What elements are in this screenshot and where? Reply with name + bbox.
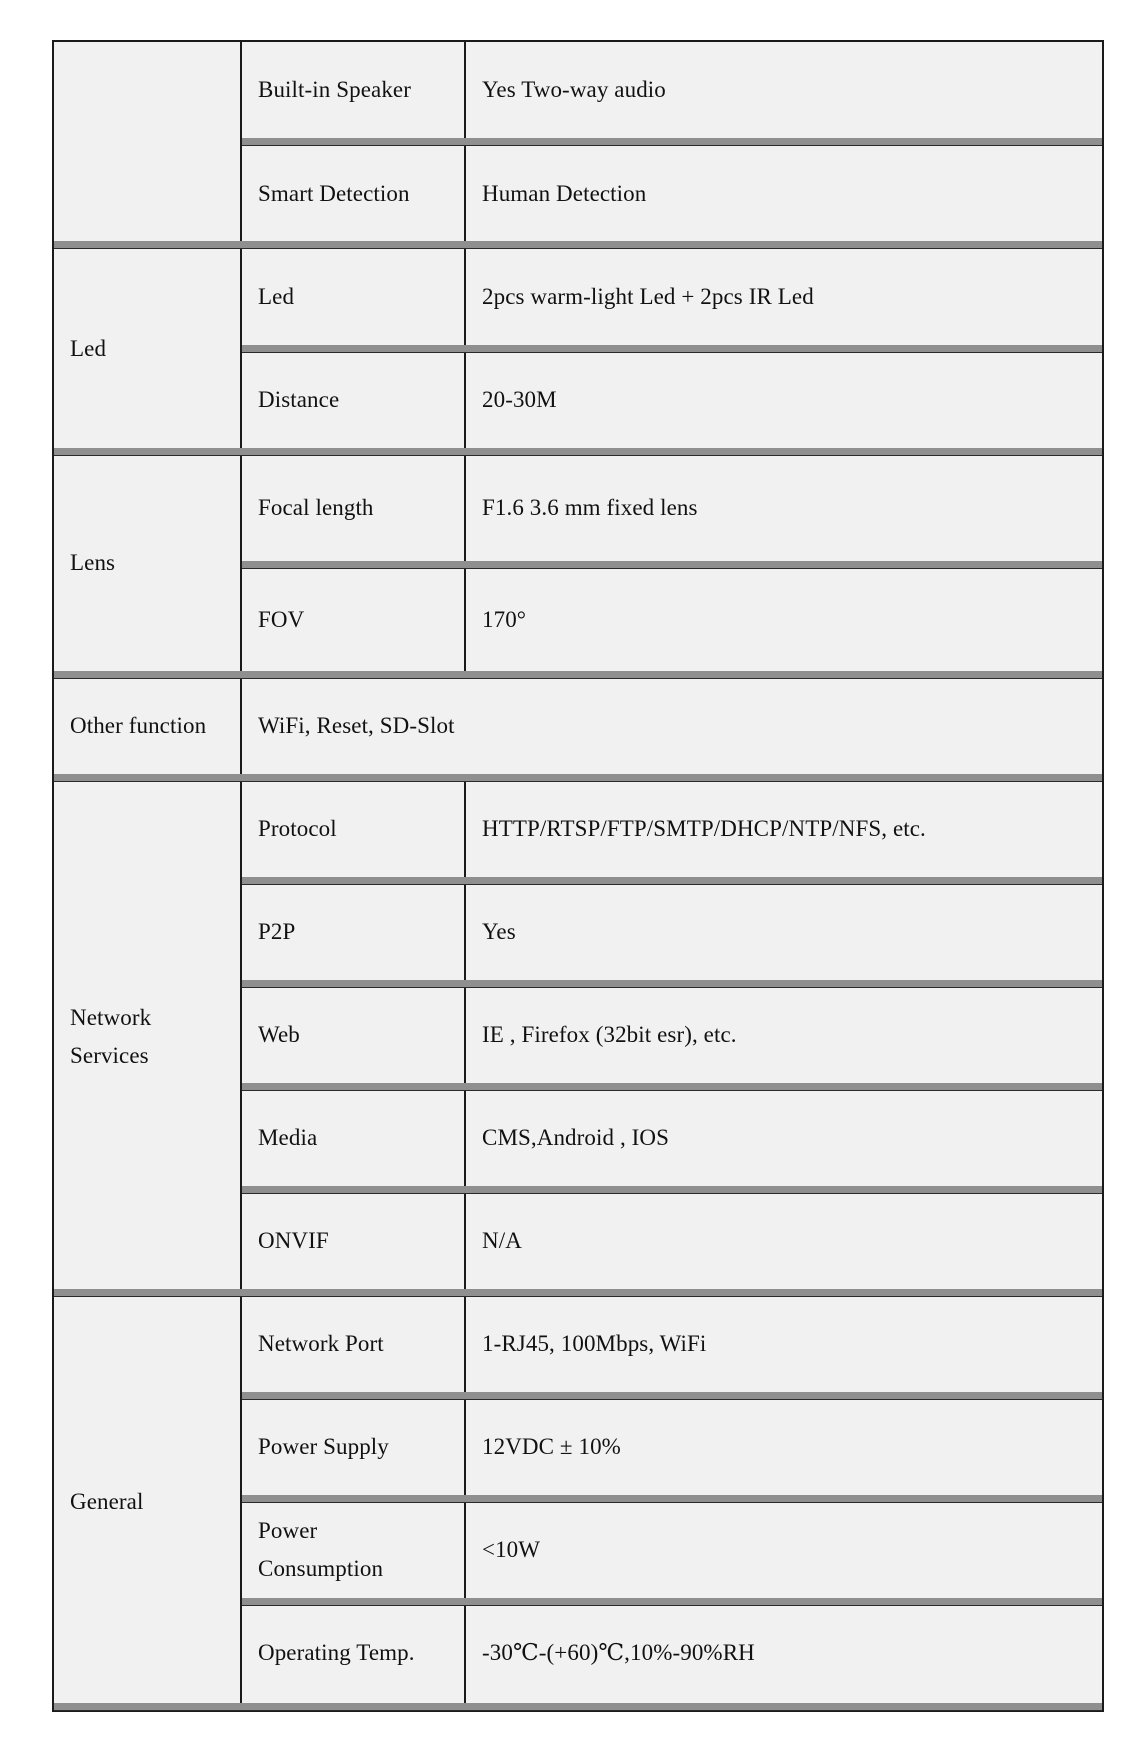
row-value-focal-length: F1.6 3.6 mm fixed lens — [482, 495, 698, 520]
row-separator — [242, 561, 1102, 568]
row-separator — [242, 345, 1102, 352]
row-value-smart-detection: Human Detection — [482, 181, 647, 206]
row-name-focal-length: Focal length — [258, 495, 374, 520]
row-value-operating-temp: -30℃-(+60)℃,10%-90%RH — [482, 1640, 755, 1665]
row-name-power-consumption: Power Consumption — [258, 1518, 384, 1581]
spec-table — [52, 40, 1104, 1712]
row-value-network-port: 1-RJ45, 100Mbps, WiFi — [482, 1331, 707, 1356]
group-label-other-function: Other function — [70, 713, 207, 738]
column-divider — [240, 42, 242, 1710]
row-value-power-supply: 12VDC ± 10% — [482, 1434, 621, 1459]
row-name-media: Media — [258, 1125, 318, 1150]
row-name-network-port: Network Port — [258, 1331, 384, 1356]
row-name-led: Led — [258, 284, 295, 309]
row-name-fov: FOV — [258, 607, 305, 632]
group-label — [54, 42, 240, 248]
other-function-value: WiFi, Reset, SD-Slot — [258, 713, 455, 738]
row-value-web: IE , Firefox (32bit esr), etc. — [482, 1022, 737, 1047]
row-separator — [242, 1495, 1102, 1502]
group-separator — [54, 241, 1102, 248]
group-separator — [54, 1289, 1102, 1296]
row-separator — [242, 138, 1102, 145]
group-separator — [54, 1703, 1102, 1710]
group-label-network-services: Network Services — [70, 1005, 152, 1068]
row-value-onvif: N/A — [482, 1228, 522, 1253]
row-value-fov: 170° — [482, 607, 527, 632]
row-separator — [242, 1083, 1102, 1090]
row-value-p2p: Yes — [482, 919, 516, 944]
row-separator — [242, 877, 1102, 884]
column-divider — [464, 781, 466, 1710]
row-name-distance: Distance — [258, 387, 340, 412]
row-value-protocol: HTTP/RTSP/FTP/SMTP/DHCP/NTP/NFS, etc. — [482, 816, 926, 841]
row-value-media: CMS,Android , IOS — [482, 1125, 670, 1150]
row-separator — [242, 980, 1102, 987]
group-separator — [54, 448, 1102, 455]
group-separator — [54, 671, 1102, 678]
group-label-general: General — [70, 1489, 144, 1514]
row-separator — [242, 1392, 1102, 1399]
group-label-led: Led — [70, 335, 107, 361]
group-label-lens: Lens — [70, 550, 116, 575]
row-name-operating-temp: Operating Temp. — [258, 1640, 415, 1665]
row-value-distance: 20-30M — [482, 387, 557, 412]
row-name-web: Web — [258, 1022, 300, 1047]
row-separator — [242, 1186, 1102, 1193]
group-separator — [54, 774, 1102, 781]
row-name-power-supply: Power Supply — [258, 1434, 389, 1459]
row-name-protocol: Protocol — [258, 816, 337, 841]
row-name-built-in-speaker: Built-in Speaker — [258, 77, 411, 102]
row-value-power-consumption: <10W — [482, 1537, 541, 1562]
row-name-onvif: ONVIF — [258, 1228, 329, 1253]
row-name-smart-detection: Smart Detection — [258, 181, 410, 206]
row-value-built-in-speaker: Yes Two-way audio — [482, 77, 666, 102]
row-separator — [242, 1598, 1102, 1605]
row-value-led: 2pcs warm-light Led + 2pcs IR Led — [482, 284, 814, 309]
row-name-p2p: P2P — [258, 919, 296, 944]
